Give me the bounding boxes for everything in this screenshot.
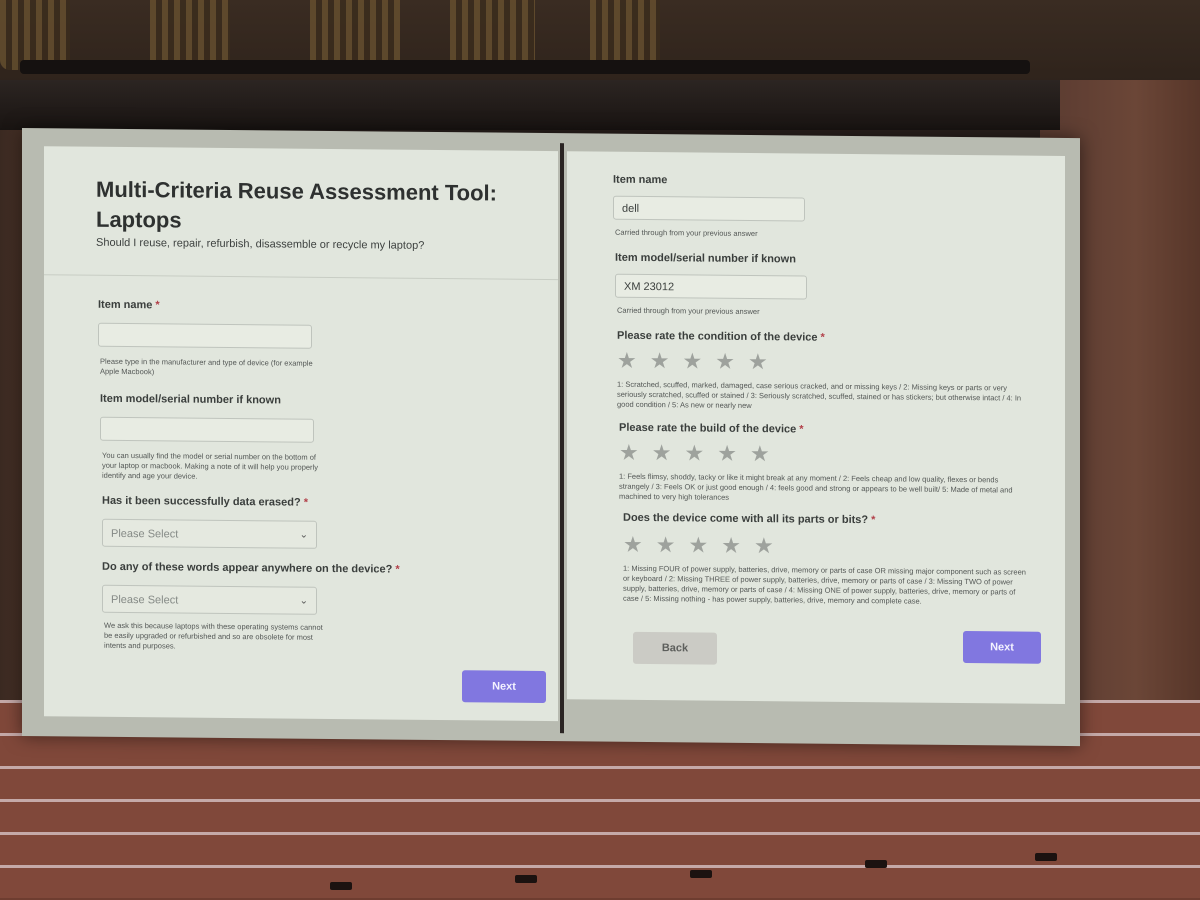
star-icon[interactable]: ★: [623, 531, 643, 557]
required-marker: *: [155, 299, 160, 312]
next-button[interactable]: Next: [963, 631, 1041, 664]
item-name-input[interactable]: dell: [613, 196, 805, 222]
star-icon[interactable]: ★: [717, 440, 737, 466]
screen-housing: [0, 80, 1060, 130]
seat-row: [0, 766, 1200, 799]
data-erased-select[interactable]: [102, 519, 317, 549]
floor-light: [515, 875, 537, 883]
item-name-label: Item name: [613, 173, 668, 187]
star-icon[interactable]: ★: [749, 440, 770, 467]
page-title: Multi-Criteria Reuse Assessment Tool: Laptops: [96, 176, 497, 233]
star-icon[interactable]: ★: [747, 348, 768, 375]
page-subtitle: Should I reuse, repair, refurbish, disassemble or recycle my laptop?: [96, 236, 425, 252]
parts-help: 1: Missing FOUR of power supply, batteries, drive, memory or parts of case OR missing major component such as screen or keyboard / 2: Missing THREE of power supply, batteries, drive, memory or parts of case / 3: Missing TWO of power supply, batteries, drive, memory or parts of case / 4: Missing ONE of power supply, batteries, drive, memory or parts of case / 5: Missing nothing - has power supply, batteries, drive, memory and complete case.: [623, 563, 1026, 606]
build-label-text: Please rate the build of the device: [619, 421, 797, 436]
form-page-1: [44, 146, 558, 721]
item-model-label: Item model/serial number if known: [100, 392, 281, 407]
item-name-input[interactable]: [98, 323, 312, 349]
screen-rail: [20, 60, 1030, 74]
projection-screen: [22, 128, 1080, 746]
chevron-down-icon: ⌄: [299, 595, 308, 607]
required-marker: *: [820, 331, 825, 344]
required-marker: *: [799, 423, 804, 436]
star-icon[interactable]: ★: [617, 347, 637, 373]
star-icon[interactable]: ★: [649, 348, 670, 374]
star-icon[interactable]: ★: [619, 439, 639, 465]
seat-row: [0, 799, 1200, 832]
star-icon[interactable]: ★: [682, 348, 703, 374]
back-button[interactable]: Back: [633, 632, 717, 665]
data-erased-label-text: Has it been successfully data erased?: [102, 494, 301, 509]
condition-help: 1: Scratched, scuffed, marked, damaged, case serious cracked, and or missing keys / 2: Missing keys or parts or very seriously scratched, scuffed or stained / 3: Seriously scratched, scuffed, stained or has stickers; but otherwise intact / 4: In good condition / 5: As new or nearly new: [617, 379, 1022, 411]
os-words-select[interactable]: [102, 585, 317, 615]
condition-label-text: Please rate the condition of the device: [617, 329, 818, 344]
required-marker: *: [395, 563, 400, 576]
header-divider: [44, 274, 558, 280]
condition-label: [617, 330, 825, 344]
item-model-input[interactable]: XM 23012: [615, 274, 807, 300]
parts-label-text: Does the device come with all its parts or bits?: [623, 511, 869, 527]
star-icon[interactable]: ★: [655, 532, 676, 558]
floor-light: [1035, 853, 1057, 861]
os-words-label-text: Do any of these words appear anywhere on the device?: [102, 560, 393, 576]
star-icon[interactable]: ★: [688, 532, 709, 558]
floor-light: [865, 860, 887, 868]
item-model-help: You can usually find the model or serial number on the bottom of your laptop or macbook. Making a note of it will help you properly identify and age your device.: [102, 450, 318, 481]
item-name-label-text: Item name: [98, 298, 153, 312]
panel-divider: [560, 143, 564, 733]
parts-label: [623, 512, 875, 526]
os-words-help: We ask this because laptops with these operating systems cannot be easily upgraded or refurbished and so are obsolete for most intents and purposes.: [104, 620, 323, 651]
chevron-down-icon: ⌄: [299, 529, 308, 541]
required-marker: *: [303, 496, 308, 509]
required-marker: *: [871, 514, 876, 527]
star-icon[interactable]: ★: [715, 348, 735, 374]
data-erased-label: [102, 495, 308, 509]
build-help: 1: Feels flimsy, shoddy, tacky or like it might break at any moment / 2: Feels cheap and low quality, flexes or bends strangely / 3: Feels OK or just good enough / 4: feels good and strong or appears to be well built/ 5: Made of metal and machined to very high tolerances: [619, 471, 1013, 502]
build-label: [619, 422, 804, 436]
item-name-help: Please type in the manufacturer and type of device (for example Apple Macbook): [100, 356, 313, 377]
item-name-help: Carried through from your previous answer: [615, 227, 758, 239]
floor-light: [690, 870, 712, 878]
parts-rating: [623, 531, 774, 559]
star-icon[interactable]: ★: [753, 533, 774, 559]
item-model-label: Item model/serial number if known: [615, 251, 796, 266]
item-name-label: [98, 299, 160, 312]
item-model-help: Carried through from your previous answer: [617, 305, 760, 317]
floor-light: [330, 882, 352, 890]
star-icon[interactable]: ★: [651, 440, 672, 466]
condition-rating: [617, 347, 768, 375]
next-button[interactable]: Next: [462, 670, 546, 703]
item-model-input[interactable]: [100, 417, 314, 443]
seat-row: [0, 832, 1200, 865]
star-icon[interactable]: ★: [684, 440, 705, 466]
star-icon[interactable]: ★: [721, 532, 741, 558]
data-erased-selected: Please Select: [111, 527, 179, 541]
build-rating: [619, 439, 770, 467]
form-page-2: [567, 151, 1065, 704]
os-words-selected: Please Select: [111, 593, 179, 607]
os-words-label: [102, 561, 400, 576]
seat-row: [0, 865, 1200, 898]
